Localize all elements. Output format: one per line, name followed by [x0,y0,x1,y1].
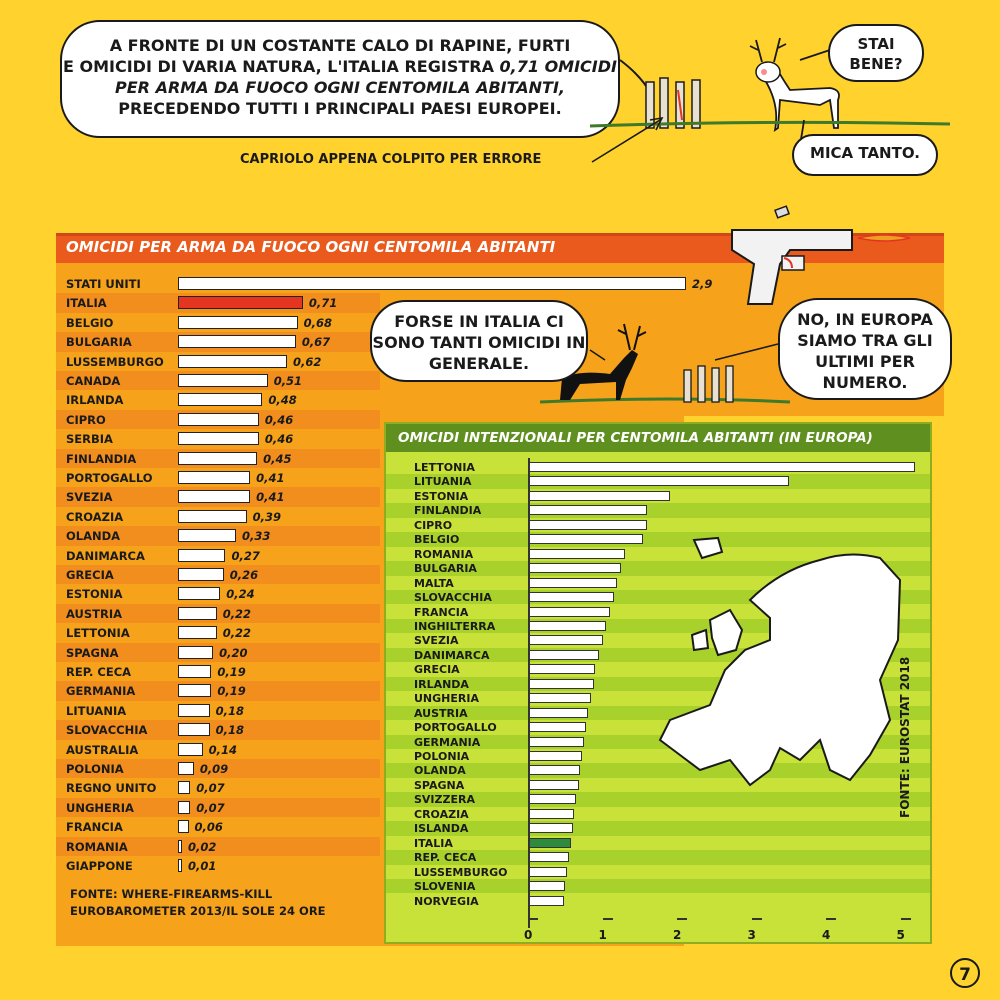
left-chart-row [56,274,746,293]
left-bar [178,529,236,542]
left-bar-value: 0,07 [196,781,225,796]
left-chart-row [56,487,380,506]
right-bar [528,650,599,660]
right-bar [528,549,625,559]
left-bar-label: FRANCIA [66,820,123,835]
deer-question-bubble: STAI BENE? [828,24,924,82]
left-bar-value: 0,19 [217,684,246,699]
pistol-icon [720,204,950,310]
right-chart-row [386,836,930,850]
right-chart-axis [528,458,530,928]
intro-line-2 [62,56,618,77]
left-bar-label: PORTOGALLO [66,471,153,485]
left-bar [178,393,262,406]
left-chart-row [56,681,380,700]
left-chart-source [70,886,326,920]
right-axis-tick-mark [901,918,911,920]
right-bar [528,881,565,891]
left-bar-label: STATI UNITI [66,277,141,291]
right-bar [528,765,580,775]
left-bar-label: CANADA [66,374,121,388]
left-bar-value: 0,01 [188,859,217,873]
left-chart-row [56,778,380,797]
left-bar [178,762,194,775]
left-bar-value: 0,41 [256,490,285,505]
right-bar [528,578,617,588]
right-bar [528,708,588,718]
left-bar-label: SERBIA [66,432,113,447]
right-bar-label: BULGARIA [414,562,477,576]
left-bar-label: REP. CECA [66,665,132,679]
right-bar [528,794,576,804]
left-bar-value: 0,62 [293,354,322,369]
bubble-tail-forse [590,350,605,360]
left-chart-title: OMICIDI PER ARMA DA FUOCO OGNI CENTOMILA ABITANTI [66,238,556,256]
right-bar-label: SLOVACCHIA [414,591,492,605]
left-bar-label: AUSTRIA [66,606,123,621]
left-chart-row [56,565,380,584]
left-bar-label: FINLANDIA [66,451,137,466]
right-bar [528,751,582,761]
left-chart-row [56,410,380,429]
right-axis-tick-label: 1 [598,928,607,942]
left-bar-value: 0,02 [188,839,217,854]
left-bar [178,684,211,697]
left-bar-label: UNGHERIA [66,800,134,815]
intro-line-3: PER ARMA DA FUOCO OGNI CENTOMILA ABITANTI, [115,78,565,97]
left-chart-row [56,293,380,312]
left-chart-row [56,817,380,836]
right-bar [528,592,614,602]
right-bar [528,505,647,515]
europe-map-icon [650,530,920,800]
left-chart-row [56,759,380,778]
right-bar [528,867,567,877]
right-axis-tick-mark [528,918,538,920]
left-bar [178,626,217,639]
left-bar-label: POLONIA [66,762,124,776]
left-bar [178,743,203,756]
right-bar [528,809,574,819]
right-bar-label: OLANDA [414,764,466,778]
left-bar-value: 0,09 [199,762,229,776]
right-bar-label: GRECIA [414,663,460,677]
left-bar [178,471,250,484]
left-bar [178,296,303,309]
left-bar [178,510,247,523]
right-bar [528,491,670,501]
intro-speech-bubble [60,20,620,138]
bubble-tail-no [715,344,778,360]
right-bar [528,693,591,703]
right-bar-label: SVIZZERA [414,793,475,807]
left-chart-row [56,332,380,351]
right-bar-label: CROAZIA [414,807,469,821]
left-chart-row [56,837,380,856]
left-bar-label: GRECIA [66,568,114,582]
left-bar-value: 0,26 [229,568,259,582]
ireland-shape [692,630,708,650]
left-chart-row [56,313,380,332]
left-bar-label: GIAPPONE [66,859,133,873]
right-bar-label: ESTONIA [414,489,469,503]
right-bar [528,852,569,862]
left-bar [178,432,259,445]
right-axis-tick-label: 5 [896,928,905,942]
left-bar-value: 0,19 [217,665,246,679]
right-bar-label: LITUANIA [414,475,472,489]
left-bar-value: 0,46 [264,412,294,427]
left-bar-value: 0,67 [301,335,331,350]
left-chart-row [56,468,380,487]
right-bar [528,722,586,732]
right-axis-tick-mark [752,918,762,920]
right-bar-label: INGHILTERRA [414,619,496,633]
left-bar [178,568,224,581]
left-bar-value: 0,27 [231,548,260,563]
left-bar-label: IRLANDA [66,393,124,408]
left-chart-row [56,429,380,448]
left-bar-value: 0,24 [226,587,255,602]
left-bar-label: ESTONIA [66,587,123,602]
left-chart-row [56,856,380,875]
right-bar [528,838,571,848]
left-chart-row [56,798,380,817]
left-bar-label: ITALIA [66,296,107,311]
right-bar-label: GERMANIA [414,735,481,749]
left-bar [178,665,211,678]
left-bar [178,335,296,348]
right-bar [528,664,595,674]
right-bar [528,563,621,573]
right-bar-label: ISLANDA [414,822,469,836]
left-bar-value: 0,22 [222,606,252,621]
fence-posts-mid-icon [684,366,733,402]
left-bar-value: 0,41 [256,471,285,485]
right-bar-label: FINLANDIA [414,504,482,518]
left-bar [178,781,190,794]
left-chart-row [56,740,380,759]
right-bar-label: SLOVENIA [414,880,476,894]
left-bar [178,859,182,872]
left-chart-row [56,720,380,739]
right-bar [528,462,915,472]
left-bar [178,490,250,503]
left-chart-row [56,584,380,603]
intro-line-4: PRECEDENDO TUTTI I PRINCIPALI PAESI EUROPEI. [118,99,562,118]
left-bar-label: OLANDA [66,529,121,544]
left-bar [178,277,686,290]
right-bar [528,476,789,486]
left-bar [178,452,257,465]
right-bar-label: ROMANIA [414,547,474,561]
left-source-line-1: FONTE: WHERE-FIREARMS-KILL [70,887,273,901]
right-bar-label: PORTOGALLO [414,721,497,735]
intro-line-1: A FRONTE DI UN COSTANTE CALO DI RAPINE, FURTI [109,36,571,55]
left-bar-value: 0,18 [215,703,245,718]
left-bar [178,355,287,368]
left-bar-value: 0,51 [273,374,303,388]
left-bar-label: SPAGNA [66,645,119,660]
left-bar [178,549,225,562]
left-bar [178,820,189,833]
right-bar-label: FRANCIA [414,605,469,619]
left-bar-value: 0,45 [263,451,292,466]
left-chart-row [56,449,380,468]
left-bar-value: 0,71 [308,296,338,311]
right-axis-tick-label: 0 [524,928,533,942]
right-bar-label: DANIMARCA [414,648,490,662]
left-bar-label: BULGARIA [66,335,132,350]
right-bar-label: CIPRO [414,518,453,532]
left-bar-label: LETTONIA [66,626,130,641]
left-chart-row [56,623,380,642]
right-bar-label: REP. CECA [414,851,477,865]
left-chart-row [56,507,380,526]
left-bar [178,704,210,717]
left-chart-row [56,390,380,409]
right-chart-title: OMICIDI INTENZIONALI PER CENTOMILA ABITANTI (IN EUROPA) [398,430,873,446]
right-bar-label: BELGIO [414,533,460,547]
left-chart-row [56,662,380,681]
right-chart-source: FONTE: EUROSTAT 2018 [898,656,912,818]
left-bar [178,840,182,853]
left-bar-label: SLOVACCHIA [66,723,148,738]
right-bar-label: ITALIA [414,836,453,850]
left-chart-row [56,371,380,390]
middle-question-bubble: FORSE IN ITALIA CI SONO TANTI OMICIDI IN GENERALE. [370,300,588,382]
left-bar-label: ROMANIA [66,839,128,854]
caption-arrow-icon [590,106,670,166]
left-chart-row [56,352,380,371]
right-bar-label: UNGHERIA [414,692,479,706]
left-bar-value: 0,06 [194,820,223,835]
bullet-casing-icon [775,206,789,218]
intro-line-2b: 0,71 OMICIDI [499,57,617,76]
left-bar-value: 0,20 [219,645,248,660]
right-bar-label: NORVEGIA [414,894,479,908]
left-bar [178,316,298,329]
deer-answer-bubble: MICA TANTO. [792,134,938,176]
right-bar [528,534,643,544]
left-bar-label: DANIMARCA [66,548,145,563]
left-bar [178,801,190,814]
left-bar-label: GERMANIA [66,684,136,699]
left-bar-value: 0,14 [208,742,237,757]
left-bar [178,646,213,659]
left-bar-value: 0,68 [303,315,332,330]
left-bar [178,607,217,620]
deer-caption: CAPRIOLO APPENA COLPITO PER ERRORE [240,152,542,167]
right-bar [528,607,610,617]
right-bar-label: LETTONIA [414,461,475,474]
right-bar [528,635,603,645]
page-number: 7 [950,958,980,988]
left-bar-label: LUSSEMBURGO [66,354,164,369]
right-bar-label: LUSSEMBURGO [414,865,508,879]
right-axis-tick-mark [826,918,836,920]
right-bar-label: SVEZIA [414,634,459,648]
right-axis-tick-label: 3 [747,928,756,942]
uk-shape [710,610,742,655]
right-bar [528,621,606,631]
left-bar [178,723,210,736]
right-bar-label: MALTA [414,576,454,590]
left-bar-label: BELGIO [66,315,114,330]
left-bar-value: 0,18 [215,723,245,738]
left-bar-value: 0,33 [242,529,271,544]
left-chart-row [56,546,380,565]
left-bar [178,374,268,387]
left-bar-value: 2,9 [692,277,713,291]
right-bar [528,737,584,747]
left-bar-value: 0,22 [222,626,252,641]
right-bar-label: SPAGNA [414,778,465,792]
left-bar-value: 0,07 [196,800,225,815]
right-bar [528,520,647,530]
left-bar-label: LITUANIA [66,703,127,718]
iceland-shape [694,538,722,558]
right-bar [528,679,594,689]
intro-line-2a: E OMICIDI DI VARIA NATURA, L'ITALIA REGISTRA [63,57,500,76]
left-bar-label: REGNO UNITO [66,781,157,796]
bubble-tail-stai [800,50,830,60]
left-chart-row [56,604,380,623]
left-bar-value: 0,48 [268,393,297,408]
left-source-line-2: EUROBAROMETER 2013/IL SOLE 24 ORE [70,904,326,918]
left-bar [178,413,259,426]
right-bar [528,780,579,790]
right-axis-tick-label: 4 [822,928,831,942]
left-bar-value: 0,46 [264,432,294,447]
left-bar-label: CROAZIA [66,509,124,524]
left-bar-label: AUSTRALIA [66,742,139,757]
right-bar-label: POLONIA [414,750,470,763]
left-bar-value: 0,39 [252,509,281,524]
right-bar-label: IRLANDA [414,677,469,691]
middle-answer-bubble: NO, IN EUROPA SIAMO TRA GLI ULTIMI PER NUMERO. [778,298,952,400]
left-chart-row [56,526,380,545]
right-axis-tick-label: 2 [673,928,682,942]
left-chart-row [56,701,380,720]
right-bar [528,823,573,833]
right-bar-label: AUSTRIA [414,706,468,720]
left-chart-row [56,643,380,662]
grass-line-mid [540,399,790,402]
right-axis-tick-mark [603,918,613,920]
right-bar [528,896,564,906]
left-bar [178,587,220,600]
left-bar-label: CIPRO [66,412,106,427]
right-axis-tick-mark [677,918,687,920]
muzzle-flash-icon [858,235,910,241]
left-bar-label: SVEZIA [66,490,113,505]
